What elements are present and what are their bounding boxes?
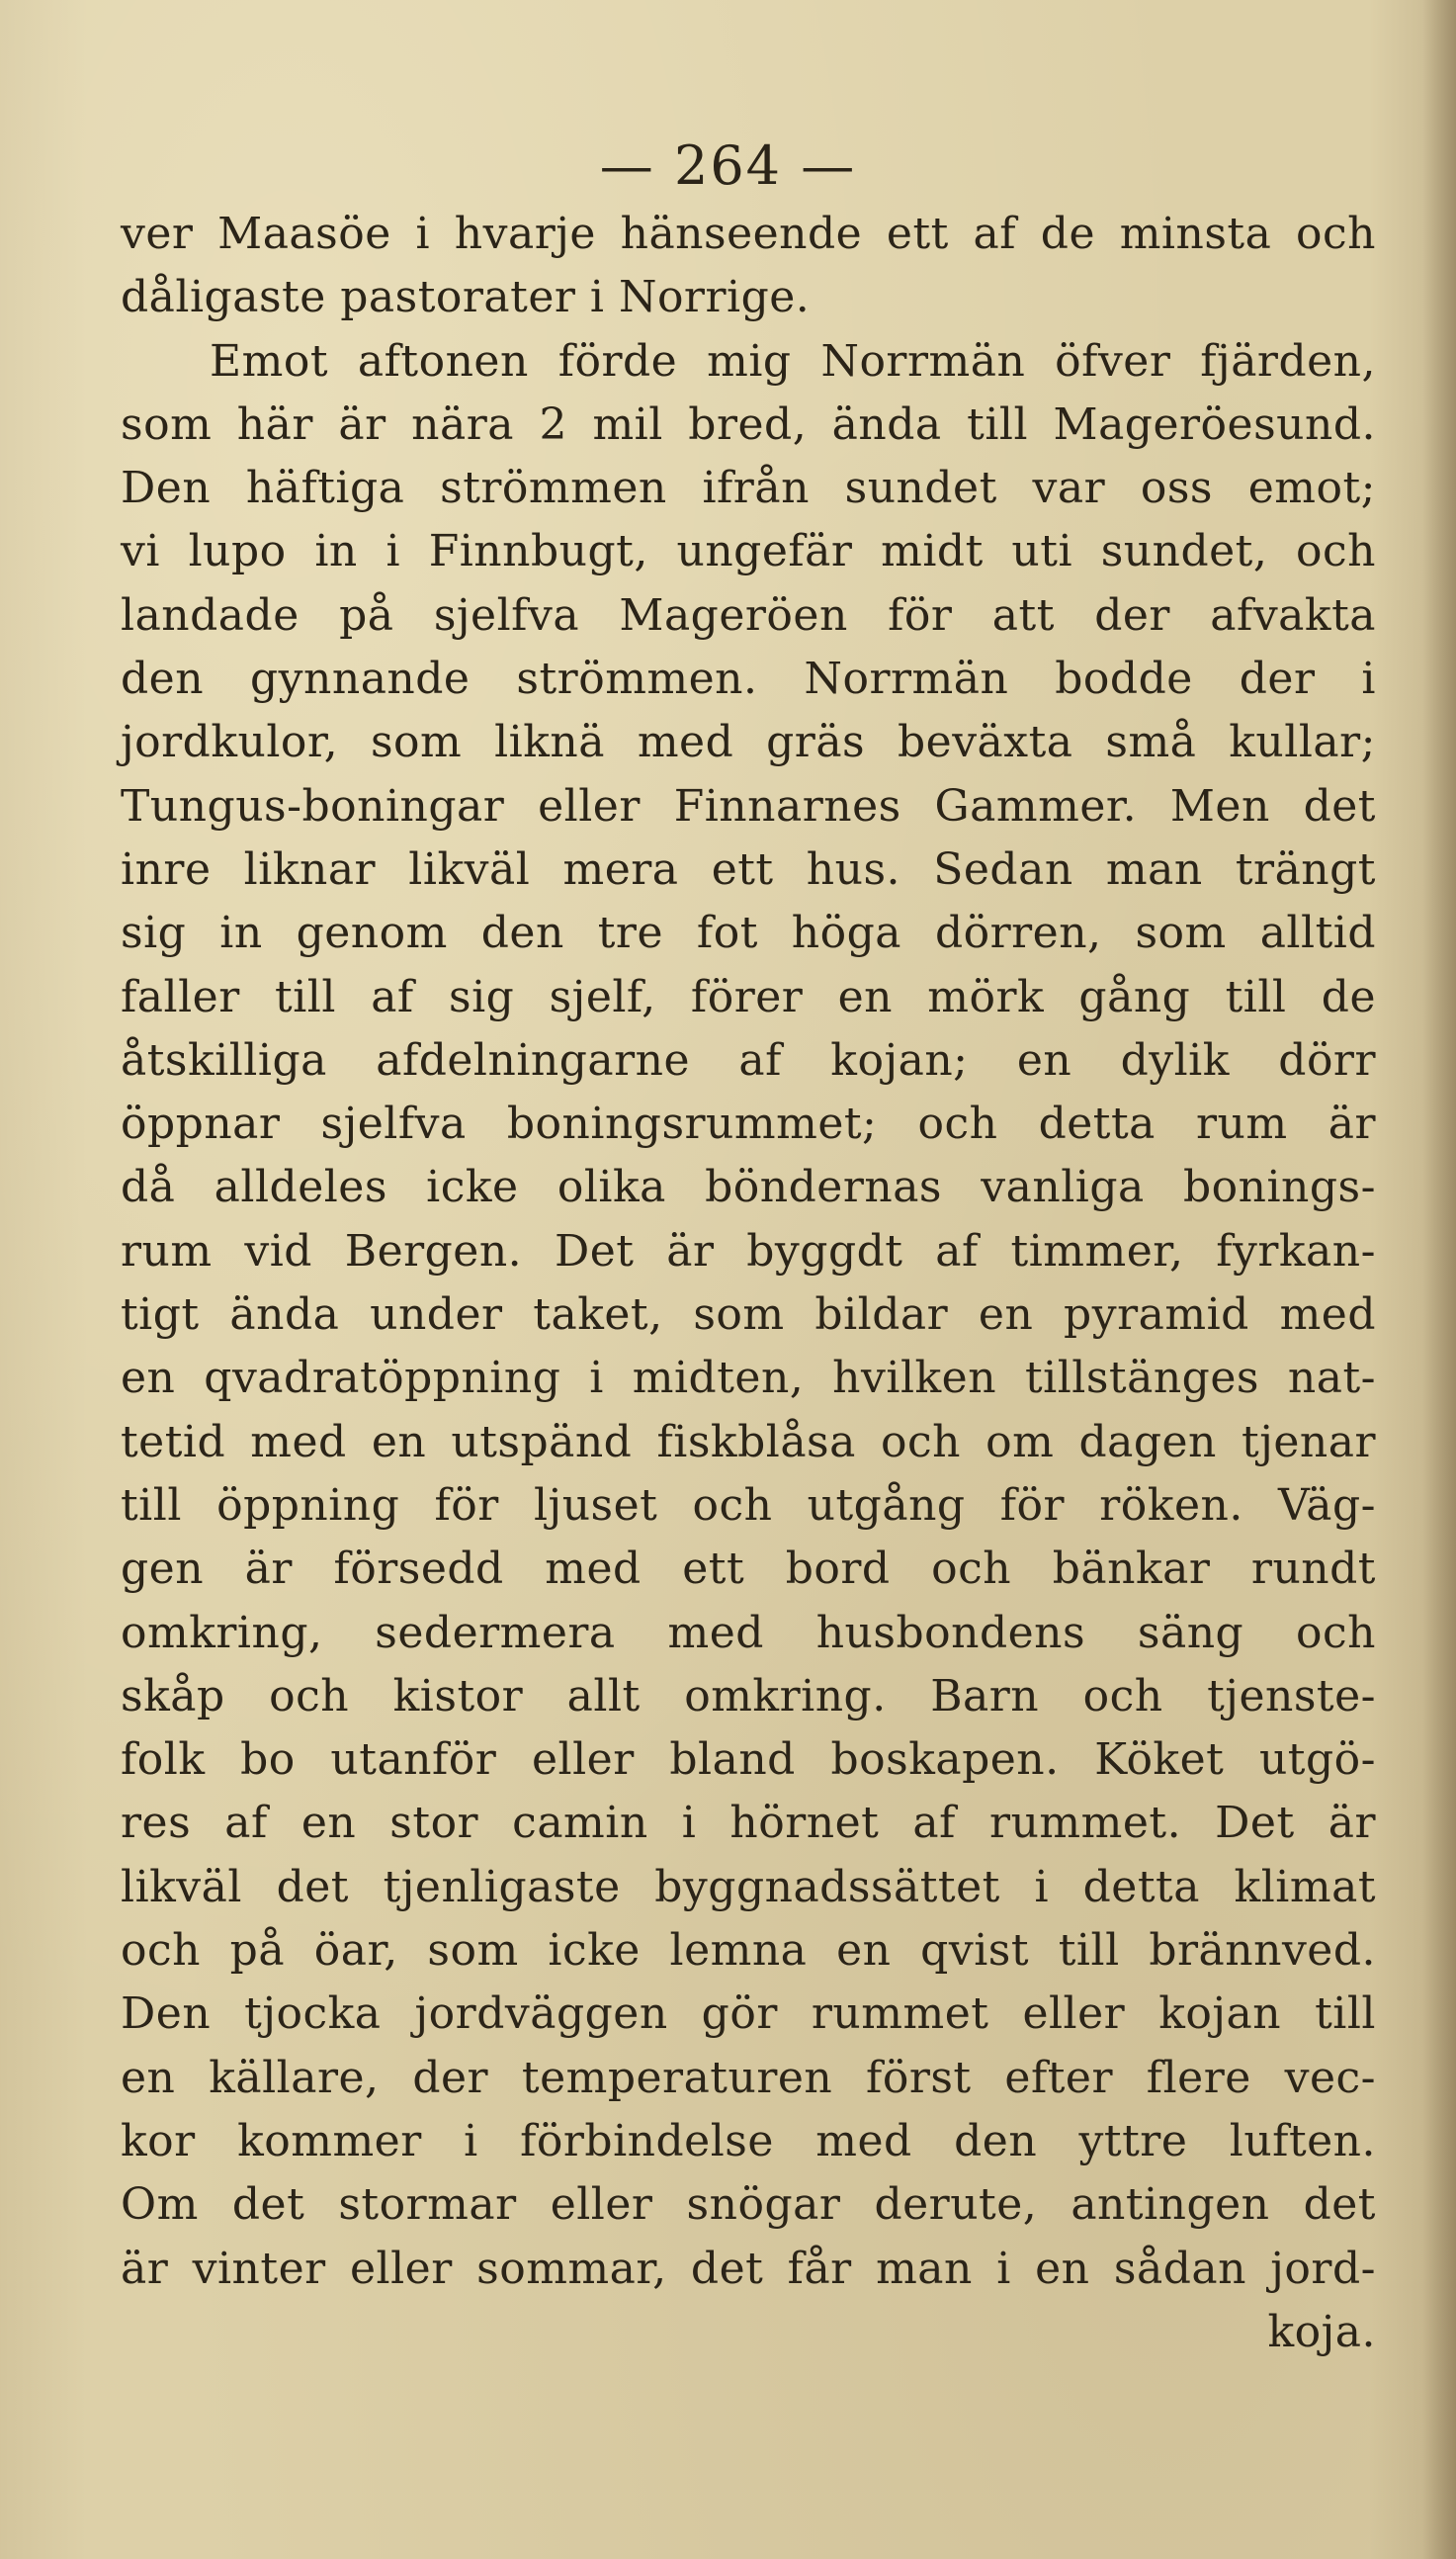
text-line: landade på sjelfva Mageröen för att der afvakta (121, 589, 1376, 641)
text-line: tigt ända under taket, som bildar en pyramid med (121, 1289, 1376, 1341)
text-line: vi lupo in i Finnbugt, ungefär midt uti sundet, och (121, 526, 1376, 577)
text-line: en källare, der temperaturen först efter flere vec- (121, 2052, 1376, 2103)
page-number: — 264 — (599, 134, 857, 197)
text-line: åtskilliga afdelningarne af kojan; en dylik dörr (121, 1034, 1376, 1086)
text-line: likväl det tjenligaste byggnadssättet i detta klimat (121, 1861, 1376, 1912)
text-line: kor kommer i förbindelse med den yttre luften. (121, 2115, 1376, 2166)
text-line: Den tjocka jordväggen gör rummet eller kojan till (121, 1988, 1376, 2040)
text-line: tetid med en utspänd fiskblåsa och om dagen tjenar (121, 1416, 1376, 1467)
text-line: Emot aftonen förde mig Norrmän öfver fjärden, (210, 335, 1376, 387)
text-line: öppnar sjelfva boningsrummet; och detta rum är (121, 1099, 1376, 1150)
text-line: Om det stormar eller snögar derute, antingen det (121, 2179, 1376, 2231)
text-line: inre liknar likväl mera ett hus. Sedan man trängt (121, 843, 1376, 895)
text-line-catchword: koja. (1267, 2306, 1376, 2357)
text-line: omkring, sedermera med husbondens säng och (121, 1607, 1376, 1658)
page-edge-shadow (1422, 0, 1456, 2559)
text-line: Den häftiga strömmen ifrån sundet var oss emot; (121, 463, 1376, 514)
text-line: jordkulor, som liknä med gräs beväxta små kullar; (121, 717, 1376, 768)
text-line: sig in genom den tre fot höga dörren, som alltid (121, 908, 1376, 959)
text-line: Tungus-boningar eller Finnarnes Gammer. Men det (121, 780, 1376, 832)
text-line: är vinter eller sommar, det får man i en sådan jord- (121, 2243, 1376, 2294)
text-line: rum vid Bergen. Det är byggdt af timmer, fyrkan- (121, 1225, 1376, 1277)
text-line: faller till af sig sjelf, förer en mörk gång till de (121, 971, 1376, 1022)
text-line: res af en stor camin i hörnet af rummet. Det är (121, 1798, 1376, 1849)
text-line: som här är nära 2 mil bred, ända till Mageröesund. (121, 398, 1376, 450)
text-line: ver Maasöe i hvarje hänseende ett af de minsta och (121, 209, 1376, 259)
text-line: till öppning för ljuset och utgång för röken. Väg- (121, 1479, 1376, 1531)
body-text (121, 203, 1376, 2364)
text-line: folk bo utanför eller bland boskapen. Köket utgö- (121, 1734, 1376, 1786)
text-line: då alldeles icke olika böndernas vanliga bonings- (121, 1162, 1376, 1213)
text-line: gen är försedd med ett bord och bänkar rundt (121, 1544, 1376, 1595)
text-line: och på öar, som icke lemna en qvist till brännved. (121, 1925, 1376, 1977)
text-line: skåp och kistor allt omkring. Barn och tjenste- (121, 1670, 1376, 1721)
text-line: den gynnande strömmen. Norrmän bodde der i (121, 654, 1376, 705)
text-line: dåligaste pastorater i Norrige. (121, 272, 811, 323)
text-line: en qvadratöppning i midten, hvilken tillstänges nat- (121, 1353, 1376, 1404)
